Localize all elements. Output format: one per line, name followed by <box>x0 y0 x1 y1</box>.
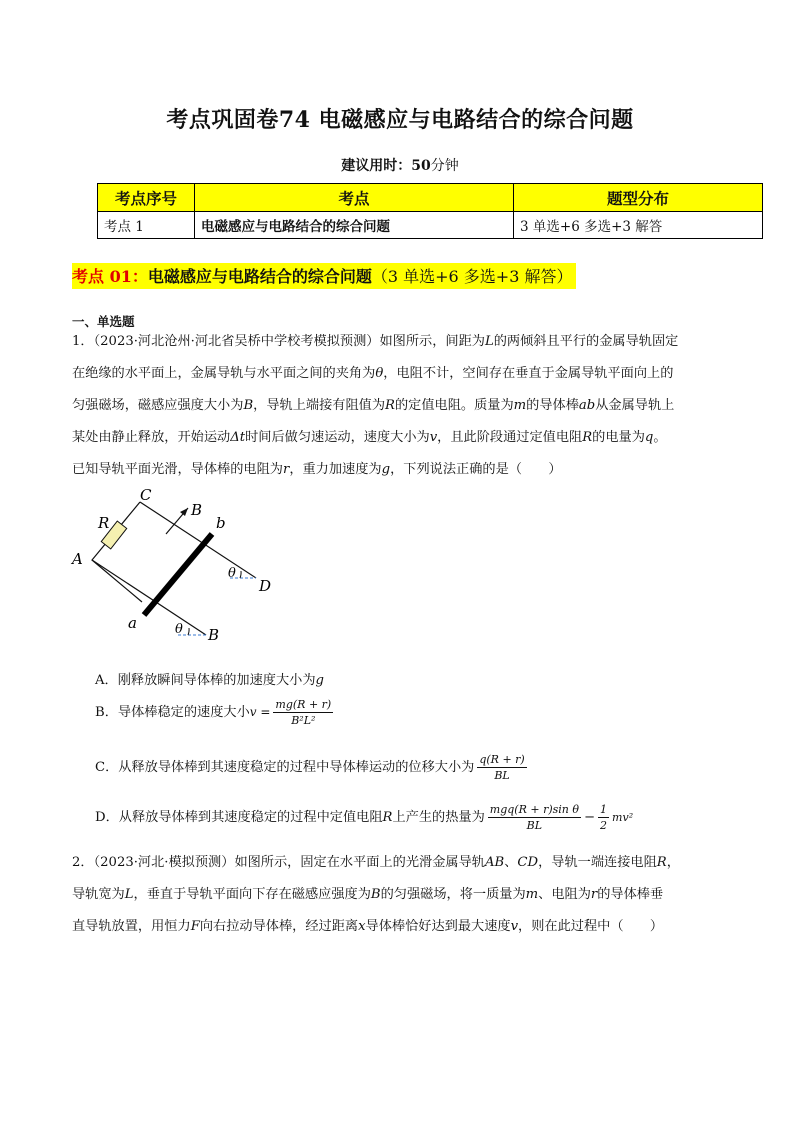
fraction: $\frac{\text{mgq(R + r)sin θ}}{BL}$ <box>489 803 579 832</box>
label-a: a <box>128 614 137 632</box>
table-cell: 考点 1 <box>98 212 195 239</box>
section-heading <box>72 263 576 289</box>
label-theta-upper: θ <box>228 566 236 581</box>
label-B-field: B <box>191 501 203 519</box>
option-b[interactable]: B．导体棒稳定的速度大小v = $\frac{mg(R + r)}{\text{B²L²}}$ <box>95 698 332 727</box>
label-A: A <box>72 550 83 568</box>
arrow-head-icon <box>180 508 188 516</box>
label-theta-lower: θ <box>175 622 183 637</box>
fraction: $\frac{q(R + r)}{BL}$ <box>479 753 525 782</box>
conductor-rod <box>144 534 212 615</box>
label-D: D <box>259 577 272 595</box>
page-title: 考点巩固卷74 电磁感应与电路结合的综合问题 <box>166 107 634 133</box>
question-type-heading: 一、单选题 <box>72 314 135 329</box>
table-row <box>98 212 763 239</box>
table-header: 考点序号 <box>98 184 195 212</box>
q1-figure <box>70 482 290 647</box>
time-unit: 分钟 <box>430 158 459 174</box>
table-cell: 电磁感应与电路结合的综合问题 <box>195 212 514 239</box>
option-a[interactable]: A．刚释放瞬间导体棒的加速度大小为g <box>95 673 324 688</box>
section-title: 电磁感应与电路结合的综合问题 <box>147 267 372 286</box>
section-prefix: 考点 01： <box>72 267 148 286</box>
question-2-stem: 2．（2023·河北·模拟预测）如图所示，固定在水平面上的光滑金属导轨AB、CD，导轨一端连接电阻R， 导轨宽为L，垂直于导轨平面向下存在磁感应强度为B的匀强磁场，将一质量为m、电阻为r的导体棒垂 直导轨放置，用恒力F向右拉动导体棒，经过距离x导体棒恰好达到最大速度v，则在此过程中（ ） <box>72 855 680 934</box>
option-d[interactable]: D．从释放导体棒到其速度稳定的过程中定值电阻R上产生的热量为 $\frac{\text{mgq(R + r)sin θ}}{BL}$ − $\frac{1}{2}$ mv² <box>95 803 634 832</box>
fraction: $\frac{mg(R + r)}{\text{B²L²}}$ <box>275 698 332 727</box>
topic-table <box>97 183 763 239</box>
table-header-row <box>98 184 763 212</box>
label-B-end: B <box>208 626 220 644</box>
label-b: b <box>216 514 226 532</box>
section-distribution: （3 单选+6 多选+3 解答） <box>371 267 573 286</box>
table-header: 题型分布 <box>514 184 763 212</box>
angle-arc <box>240 571 241 578</box>
fraction: $\frac{1}{2}$ <box>600 803 608 832</box>
option-c[interactable]: C．从释放导体棒到其速度稳定的过程中导体棒运动的位移大小为 $\frac{q(R + r)}{BL}$ <box>95 753 525 782</box>
rail-lower <box>92 560 206 635</box>
question-1-stem: 1．（2023·河北沧州·河北省吴桥中学校考模拟预测）如图所示，间距为L的两倾斜且平行的金属导轨固定 在绝缘的水平面上，金属导轨与水平面之间的夹角为θ，电阻不计，空间存在垂直于金属导轨平面向上的 匀强磁场，磁感应强度大小为B，导轨上端接有阻值为R的定值电阻。质量为m的导体棒ab从金属导轨上 某处由静止释放，开始运动Δt时间后做匀速运动，速度大小为v，且此阶段通过定值电阻R的电量为q。 已知导轨平面光滑，导体棒的电阻为r，重力加速度为g，下列说法正确的是（ ） <box>72 334 679 477</box>
label-C: C <box>140 486 152 504</box>
table-header: 考点 <box>195 184 514 212</box>
suggested-time <box>0 155 800 175</box>
label-R: R <box>98 514 110 532</box>
time-value: 50 <box>411 158 431 174</box>
time-label: 建议用时： <box>341 158 412 174</box>
angle-arc <box>188 628 189 635</box>
table-cell: 3 单选+6 多选+3 解答 <box>514 212 763 239</box>
